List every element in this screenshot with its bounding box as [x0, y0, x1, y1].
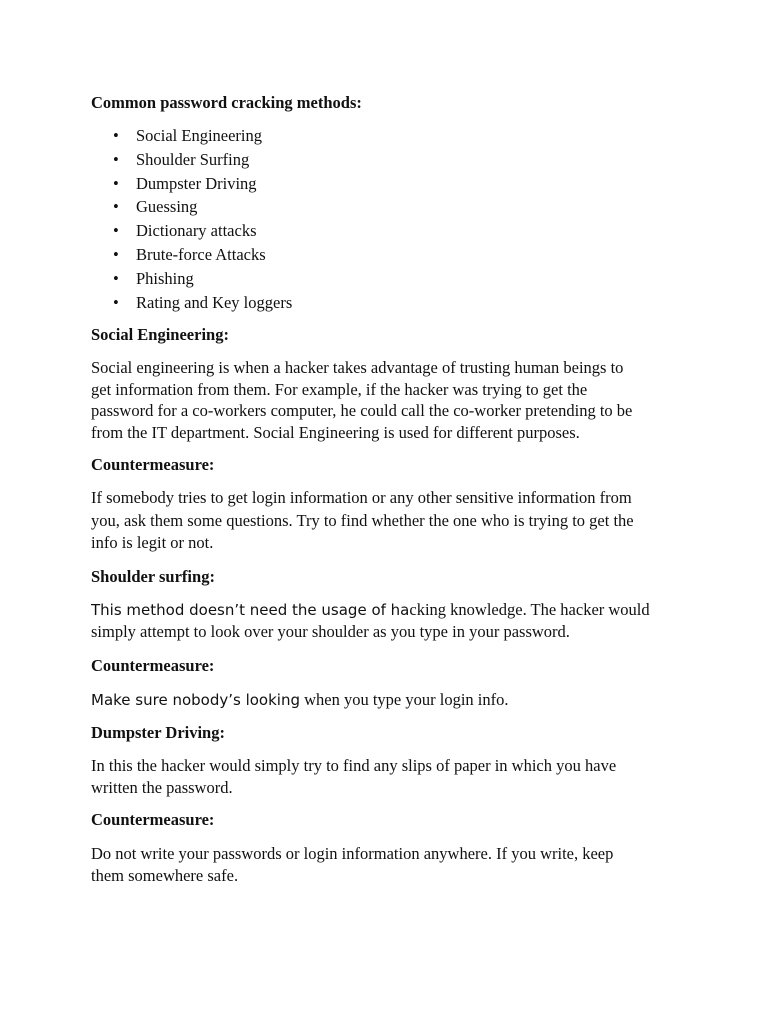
- bullet-icon: •: [113, 268, 119, 288]
- bullet-icon: •: [113, 126, 119, 145]
- bullet-icon: •: [113, 149, 119, 169]
- dumpster-driving-paragraph: In this the hacker would simply try to find any slips of paper in which you have written the password.: [91, 756, 617, 797]
- list-item: • Dictionary attacks: [91, 219, 691, 243]
- list-item: • Rating and Key loggers: [91, 291, 691, 315]
- countermeasure-3-paragraph: Do not write your passwords or login information anywhere. If you write, keep them somewhere safe.: [91, 844, 614, 885]
- section-heading-social-engineering: Social Engineering:: [91, 325, 229, 345]
- bullet-icon: •: [113, 244, 119, 264]
- list-item: • Shoulder Surfing: [91, 148, 691, 172]
- social-engineering-paragraph: Social engineering is when a hacker takes advantage of trusting human beings to get information from them. For example, if the hacker was trying to get the password for a co-workers computer, he could call the co-worker pretending to be from the IT department. Social Engineering is used for different purposes.: [91, 358, 633, 442]
- section-heading-countermeasure-1: Countermeasure:: [91, 455, 215, 475]
- page-title: Common password cracking methods:: [91, 93, 362, 112]
- bullet-icon: •: [113, 221, 119, 241]
- section-heading-dumpster-driving: Dumpster Driving:: [91, 723, 225, 743]
- bullet-icon: •: [113, 173, 119, 193]
- list-item: • Guessing: [91, 195, 691, 219]
- list-item: • Dumpster Driving: [91, 172, 691, 196]
- section-heading-countermeasure-3: Countermeasure:: [91, 810, 215, 830]
- bullet-icon: •: [113, 197, 119, 217]
- bullet-icon: •: [113, 292, 119, 312]
- list-item: • Brute-force Attacks: [91, 243, 691, 267]
- countermeasure-2-paragraph: Make sure nobody’s looking when you type your login info.: [91, 689, 509, 709]
- document-page: [91, 91, 691, 886]
- methods-list: [91, 124, 691, 314]
- section-heading-countermeasure-2: Countermeasure:: [91, 655, 215, 675]
- section-heading-shoulder-surfing: Shoulder surfing:: [91, 566, 215, 586]
- countermeasure-1-paragraph: If somebody tries to get login information or any other sensitive information from you, ask them some questions. Try to find whether the one who is trying to get the info is legit or not.: [91, 488, 634, 553]
- list-item: • Social Engineering: [91, 124, 691, 148]
- shoulder-surfing-paragraph: This method doesn’t need the usage of hacking knowledge. The hacker would simply attempt to look over your shoulder as you type in your password.: [91, 599, 650, 642]
- list-item: • Phishing: [91, 267, 691, 291]
